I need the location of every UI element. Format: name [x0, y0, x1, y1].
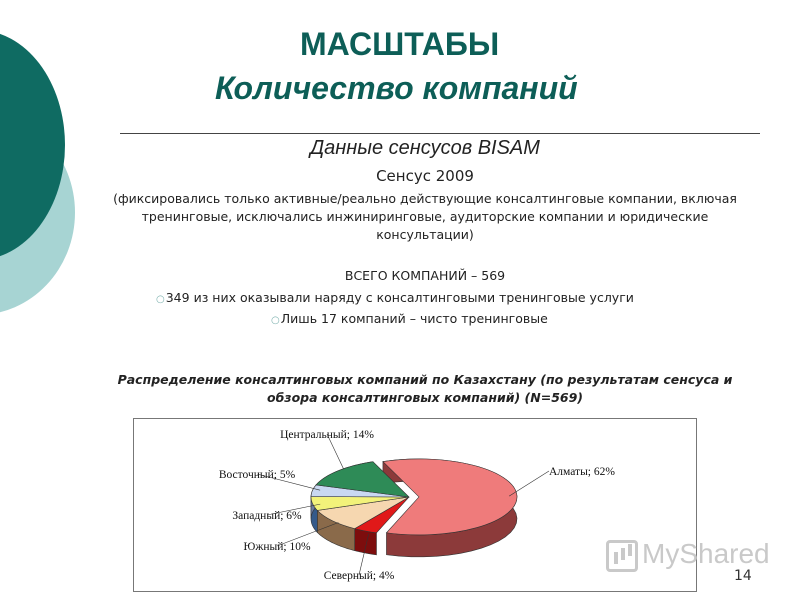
bullet-text: 349 из них оказывали наряду с консалтинговыми тренинговые услуги: [165, 290, 634, 305]
data-label: Восточный; 5%: [218, 469, 296, 481]
slide-title: МАСШТАБЫ: [300, 26, 500, 62]
total-companies: ВСЕГО КОМПАНИЙ – 569: [344, 268, 506, 283]
bullet-item: [271, 311, 548, 326]
page-number: 14: [734, 568, 752, 584]
chart-logo-icon: [606, 540, 638, 572]
chart-caption: Распределение консалтинговых компаний по Казахстану (по результатам сенсуса и обзора консалтинговых компаний) (N=569): [117, 372, 733, 405]
bullet-text: Лишь 17 компаний – чисто тренинговые: [280, 311, 548, 326]
census-note: (фиксировались только активные/реально действующие консалтинговые компании, включая тренинговые, исключались инжиниринговые, аудиторские компании и юридические консультации): [113, 191, 737, 242]
leader-line: [509, 471, 549, 496]
data-source-heading: Данные сенсусов BISAM: [310, 137, 540, 159]
data-label: Северный; 4%: [323, 570, 395, 582]
divider-line: [120, 133, 760, 134]
census-year: Сенсус 2009: [376, 167, 474, 185]
slide-subtitle: Количество компаний: [215, 70, 578, 106]
bullet-item: [156, 290, 634, 305]
data-label: Центральный; 14%: [280, 429, 374, 441]
data-label: Южный; 10%: [243, 541, 311, 553]
circle-bullet-icon: ○: [271, 315, 280, 326]
logo-text: MyShared: [642, 538, 770, 569]
circle-bullet-icon: ○: [156, 294, 165, 305]
data-label: Западный; 6%: [232, 510, 302, 522]
data-label: Алматы; 62%: [549, 466, 615, 478]
